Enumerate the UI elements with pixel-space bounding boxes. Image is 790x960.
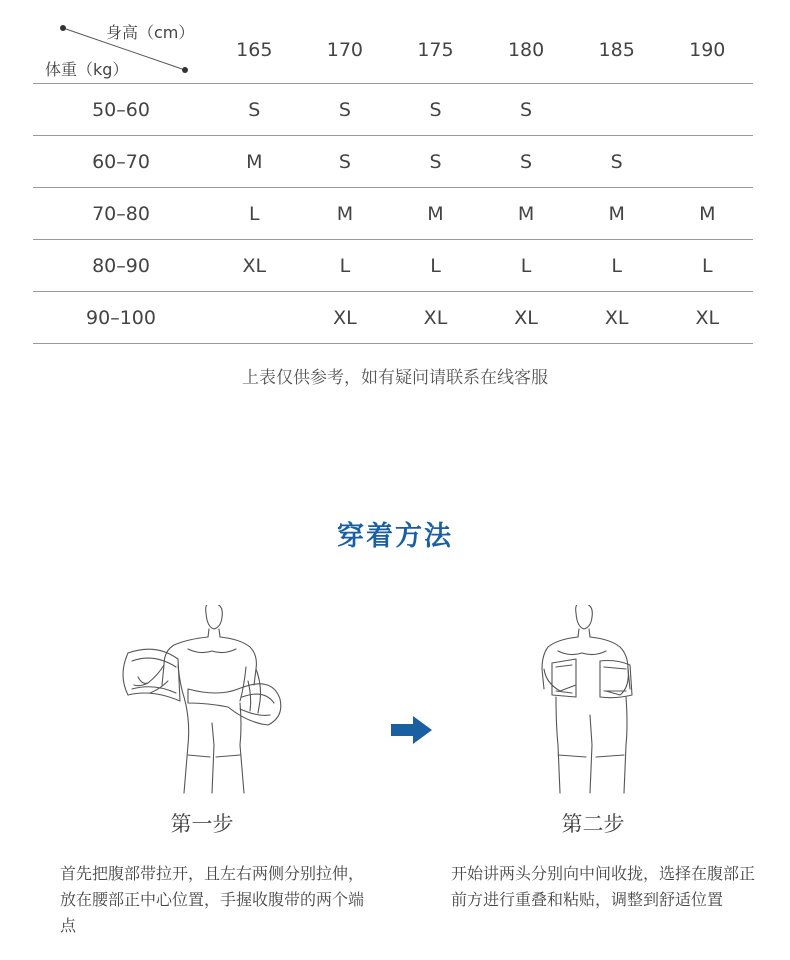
size-cell: M xyxy=(246,150,263,173)
size-cell: XL xyxy=(604,306,629,329)
table-row xyxy=(33,188,753,240)
weight-axis-label: 体重（kg） xyxy=(45,60,129,79)
size-cell: S xyxy=(429,98,442,121)
size-cell: XL xyxy=(695,306,720,329)
size-cell: L xyxy=(611,254,622,277)
size-cell: M xyxy=(699,202,716,225)
weight-cell: 90–100 xyxy=(86,306,156,329)
table-row xyxy=(33,84,753,136)
height-header: 175 xyxy=(417,38,454,61)
weight-cell: 70–80 xyxy=(92,202,150,225)
step1-illustration xyxy=(108,605,298,795)
size-cell: L xyxy=(339,254,351,277)
height-header: 170 xyxy=(326,38,364,61)
diagonal-header xyxy=(33,0,209,83)
table-row xyxy=(33,136,753,188)
table-row xyxy=(33,292,753,344)
size-cell: S xyxy=(429,150,442,173)
size-chart-table xyxy=(33,0,753,344)
size-cell: M xyxy=(336,202,354,225)
table-row xyxy=(33,240,753,292)
height-axis-label: 身高（cm） xyxy=(106,23,195,42)
reference-note: 上表仅供参考，如有疑问请联系在线客服 xyxy=(242,368,548,388)
step2-label: 第二步 xyxy=(561,812,625,836)
section-title: 穿着方法 xyxy=(337,521,453,552)
height-header: 180 xyxy=(507,38,545,61)
size-cell: XL xyxy=(423,306,448,329)
weight-cell: 60–70 xyxy=(92,150,150,173)
size-cell: L xyxy=(430,254,441,277)
step1-label: 第一步 xyxy=(170,812,234,836)
size-cell: S xyxy=(520,150,533,173)
size-cell: XL xyxy=(242,254,267,277)
size-cell: XL xyxy=(514,306,538,329)
size-cell: M xyxy=(517,202,535,225)
step2-illustration xyxy=(530,605,660,795)
size-cell: M xyxy=(427,202,444,225)
height-header: 190 xyxy=(689,38,726,61)
size-cell: XL xyxy=(333,306,357,329)
height-header: 165 xyxy=(236,38,273,61)
size-cell: S xyxy=(610,150,623,173)
right-arrow-icon xyxy=(391,715,433,745)
size-cell: L xyxy=(520,254,532,277)
weight-cell: 50–60 xyxy=(92,98,150,121)
size-cell: S xyxy=(338,98,351,121)
size-cell: S xyxy=(338,150,351,173)
size-cell: S xyxy=(520,98,533,121)
table-header-row xyxy=(33,0,753,84)
size-cell: L xyxy=(701,254,713,277)
size-cell: S xyxy=(248,98,261,121)
size-cell: L xyxy=(249,202,260,225)
weight-cell: 80–90 xyxy=(92,254,150,277)
step2-description: 开始讲两头分别向中间收拢，选择在腹部正前方进行重叠和粘贴，调整到舒适位置 xyxy=(451,864,756,909)
size-cell: M xyxy=(608,202,625,225)
step1-description: 首先把腹部带拉开，且左右两侧分别拉伸，放在腰部正中心位置，手握收腹带的两个端点 xyxy=(60,864,365,935)
height-header: 185 xyxy=(598,38,635,61)
